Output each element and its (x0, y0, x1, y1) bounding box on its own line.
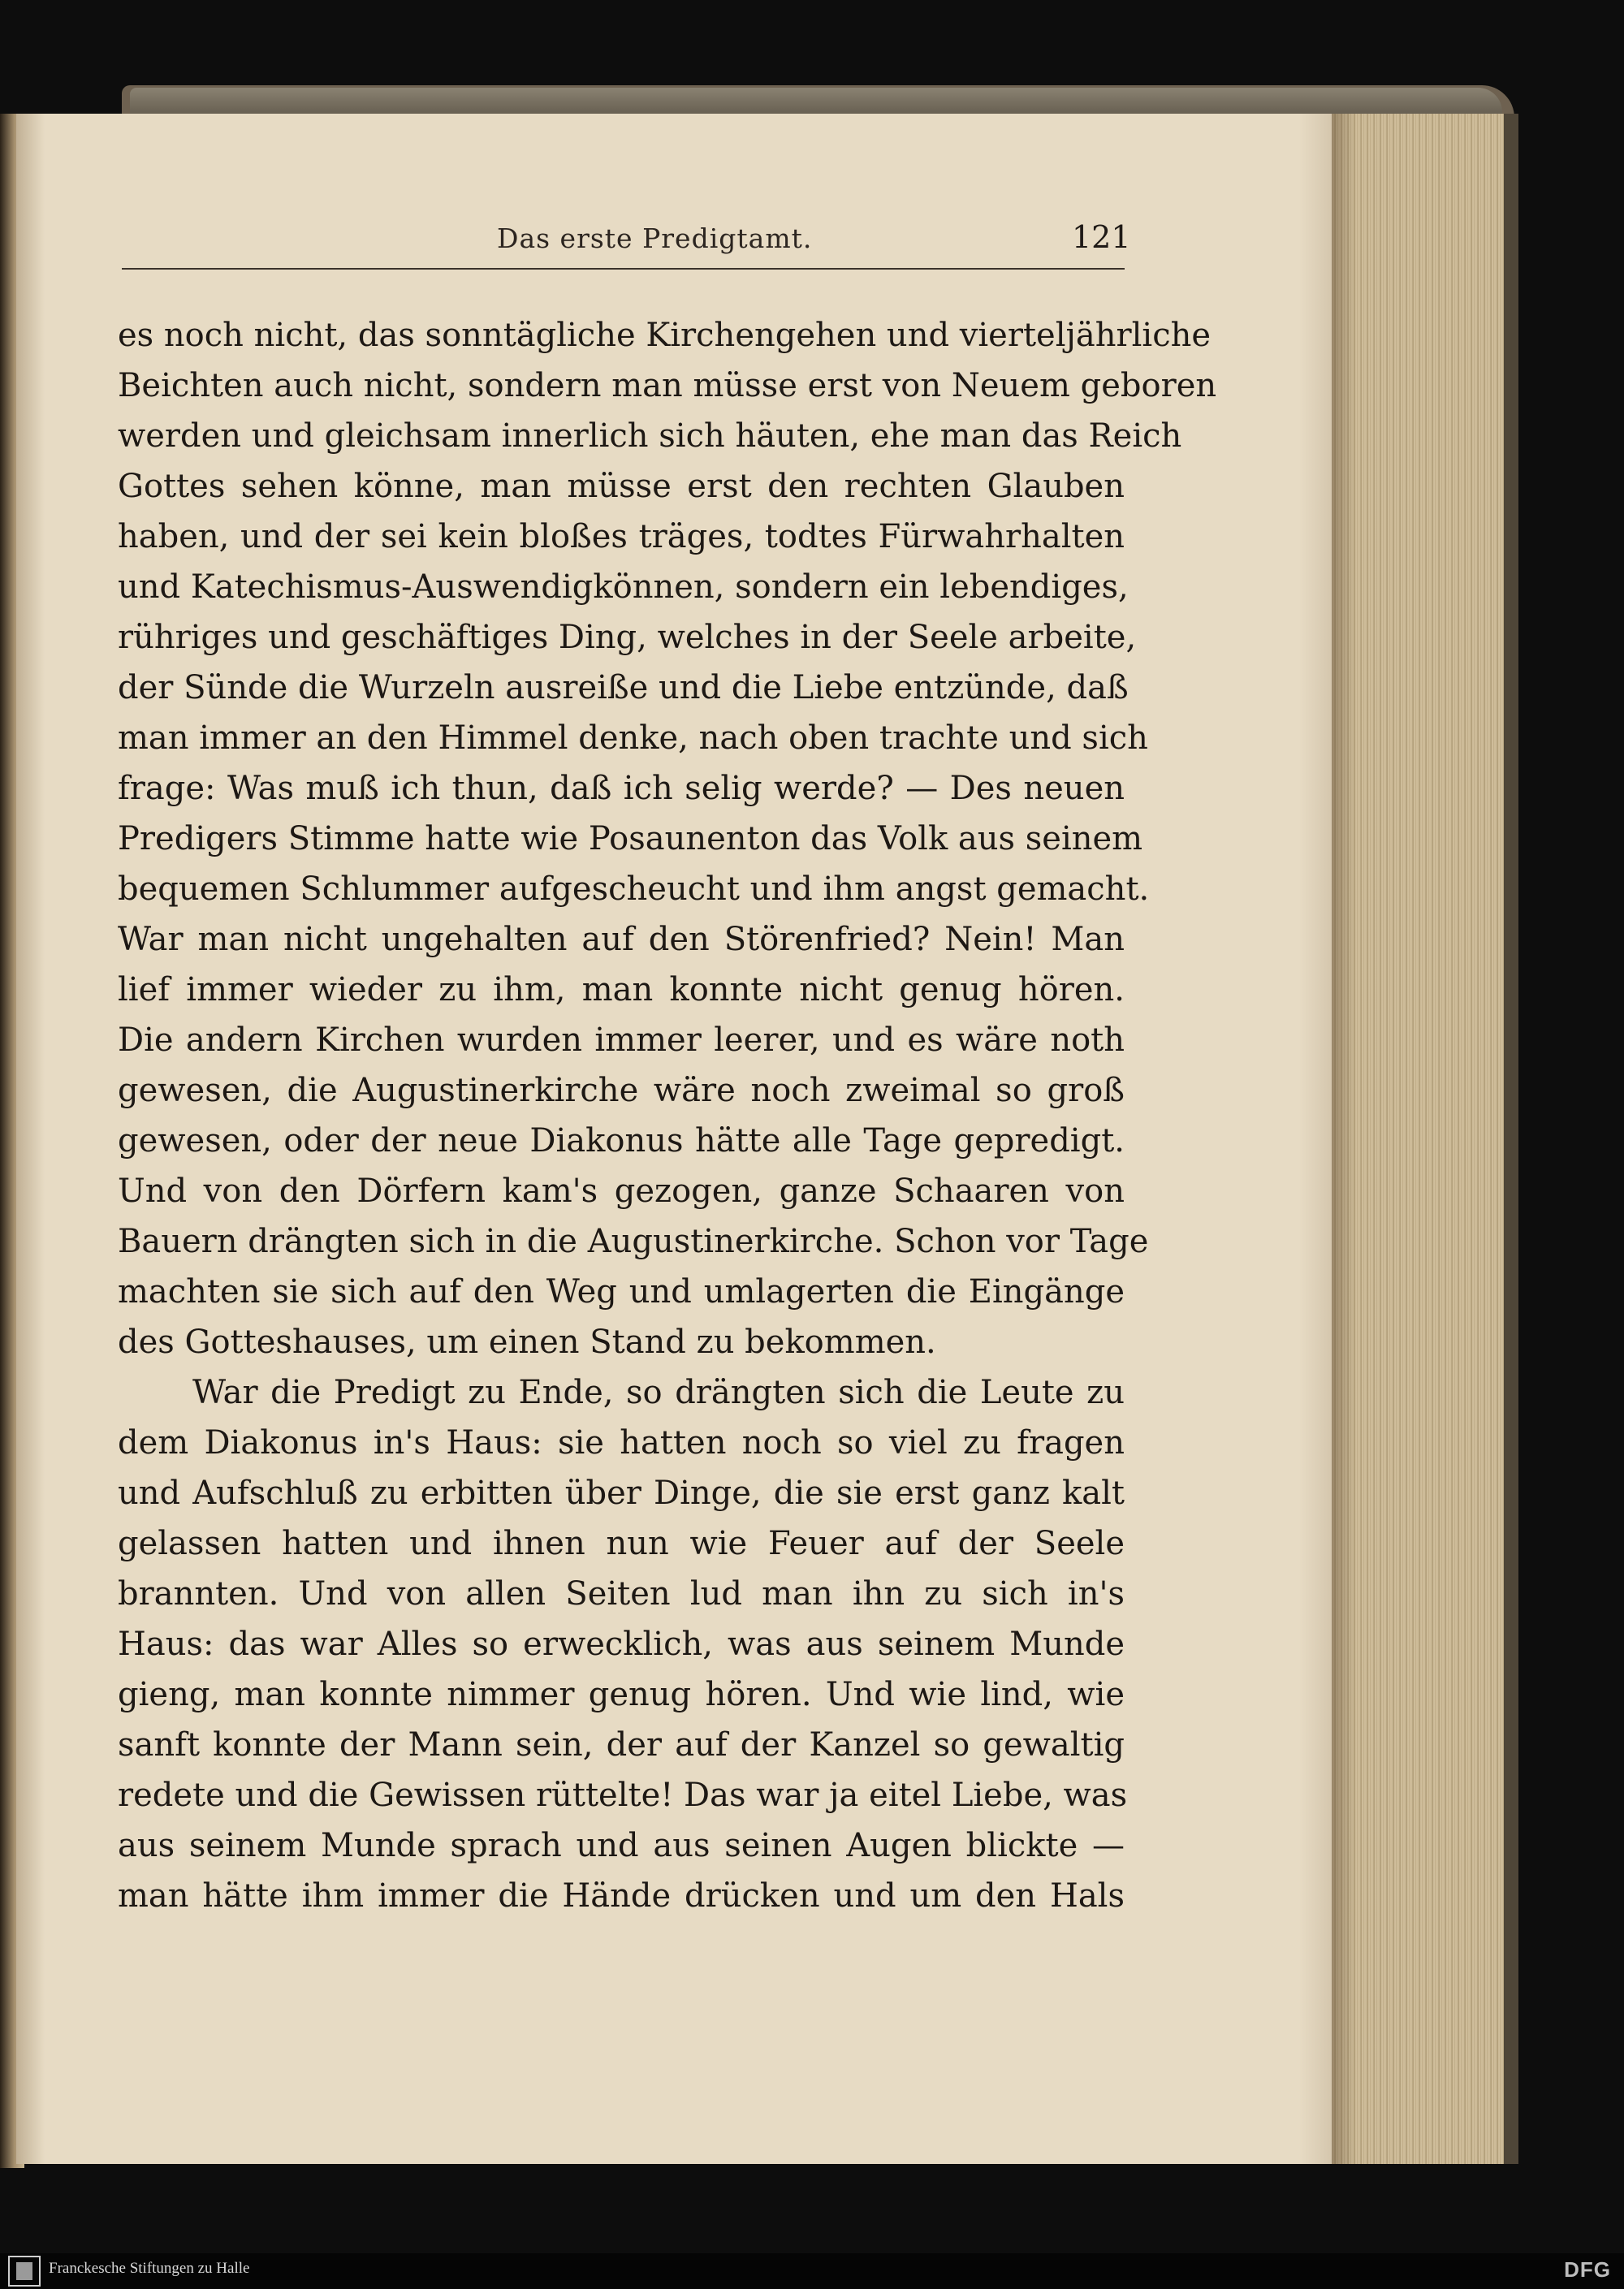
text-line: Gottes sehen könne, man müsse erst den rechten Glauben (118, 468, 1125, 505)
text-line: War die Predigt zu Ende, so drängten sich die Leute zu (192, 1374, 1125, 1411)
text-line: Haus: das war Alles so erwecklich, was aus seinem Munde (118, 1626, 1125, 1663)
text-line: der Sünde die Wurzeln ausreiße und die Liebe entzünde, daß (118, 669, 1129, 706)
text-line: Predigers Stimme hatte wie Posaunenton das Volk aus seinem (118, 820, 1143, 857)
text-line: es noch nicht, das sonntägliche Kirchengehen und vierteljährliche (118, 317, 1212, 354)
header-rule (122, 268, 1125, 270)
footer-institution: Franckesche Stiftungen zu Halle (49, 2260, 250, 2277)
text-line: und Aufschluß zu erbitten über Dinge, die sie erst ganz kalt (118, 1475, 1125, 1512)
body-text (118, 310, 1217, 1921)
running-head: Das erste Predigtamt. (497, 222, 813, 254)
page-gutter-shadow (1332, 114, 1356, 2164)
text-line: aus seinem Munde sprach und aus seinen Augen blickte — (118, 1827, 1125, 1864)
text-line: Beichten auch nicht, sondern man müsse erst von Neuem geboren (118, 367, 1217, 404)
text-line: bequemen Schlummer aufgescheucht und ihm angst gemacht. (118, 870, 1150, 908)
text-line: gewesen, oder der neue Diakonus hätte alle Tage gepredigt. (118, 1122, 1125, 1160)
text-line: Bauern drängten sich in die Augustinerkirche. Schon vor Tage (118, 1223, 1149, 1260)
text-line: dem Diakonus in's Haus: sie hatten noch so viel zu fragen (118, 1424, 1125, 1462)
text-line: und Katechismus-Auswendigkönnen, sondern ein lebendiges, (118, 568, 1129, 606)
text-line: Und von den Dörfern kam's gezogen, ganze Schaaren von (118, 1173, 1125, 1210)
text-line: redete und die Gewissen rüttelte! Das war ja eitel Liebe, was (118, 1777, 1128, 1814)
page-stack-edge (1332, 114, 1518, 2164)
text-line: machten sie sich auf den Weg und umlagerten die Eingänge (118, 1273, 1125, 1311)
text-line: haben, und der sei kein bloßes träges, todtes Fürwahrhalten (118, 518, 1125, 555)
text-line: brannten. Und von allen Seiten lud man ihn zu sich in's (118, 1575, 1125, 1613)
text-line: rühriges und geschäftiges Ding, welches in der Seele arbeite, (118, 619, 1137, 656)
institution-logo-icon (8, 2256, 41, 2287)
page-number: 121 (1072, 219, 1131, 255)
text-line: gelassen hatten und ihnen nun wie Feuer auf der Seele (118, 1525, 1125, 1562)
text-line: frage: Was muß ich thun, daß ich selig werde? — Des neuen (118, 770, 1125, 807)
text-line: Die andern Kirchen wurden immer leerer, und es wäre noth (118, 1021, 1125, 1059)
text-line: man immer an den Himmel denke, nach oben trachte und sich (118, 719, 1148, 757)
text-line: gewesen, die Augustinerkirche wäre noch zweimal so groß (118, 1072, 1125, 1109)
text-line: lief immer wieder zu ihm, man konnte nicht genug hören. (118, 971, 1125, 1008)
text-line: sanft konnte der Mann sein, der auf der Kanzel so gewaltig (118, 1726, 1125, 1764)
text-line: gieng, man konnte nimmer genug hören. Und wie lind, wie (118, 1676, 1125, 1713)
footer-funder-logo: DFG (1564, 2257, 1611, 2282)
text-line: man hätte ihm immer die Hände drücken und um den Hals (118, 1877, 1125, 1915)
text-line: werden und gleichsam innerlich sich häuten, ehe man das Reich (118, 417, 1182, 455)
text-line: War man nicht ungehalten auf den Störenfried? Nein! Man (118, 921, 1125, 958)
text-line: des Gotteshauses, um einen Stand zu bekommen. (118, 1324, 936, 1361)
